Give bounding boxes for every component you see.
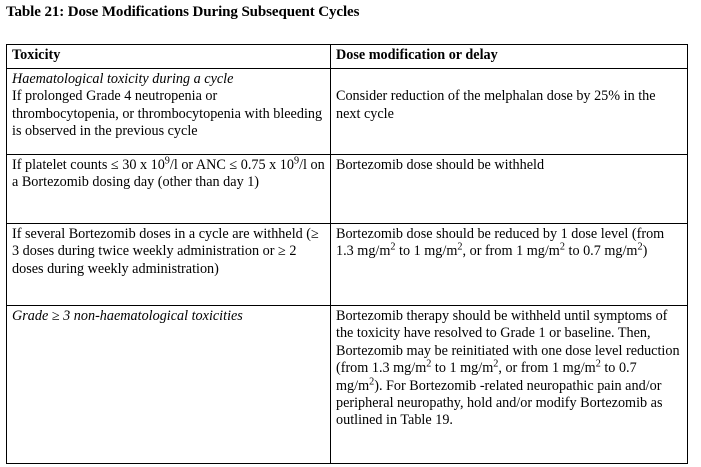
table-header-row — [7, 45, 688, 69]
superscript-two-8: 2 — [369, 375, 375, 387]
column-header-toxicity: Toxicity — [7, 45, 331, 69]
toxicity-2-text-e: /l on a Bortezomib dosing day (other than day 1) — [12, 157, 325, 191]
cell-dose-1 — [331, 69, 688, 155]
dose-2-body: Bortezomib dose should be withheld — [336, 157, 545, 173]
greater-than-equal-symbol-3: ≥ — [51, 308, 60, 324]
table-row — [7, 224, 688, 306]
dose-3-body — [336, 226, 682, 261]
toxicity-2-text-b: 30 x 10 — [118, 157, 165, 173]
toxicity-3-text-b: 3 doses during twice weekly administration or — [12, 243, 278, 260]
toxicity-2-text-a: If platelet counts — [12, 157, 111, 173]
column-header-dose-modification: Dose modification or delay — [331, 45, 688, 69]
dose-modification-table — [6, 44, 688, 464]
toxicity-2-text-c: /l or ANC — [169, 157, 226, 173]
dose-4-text-b: to 1 mg/m — [431, 360, 494, 377]
dose-3-text-a: Bortezomib dose should be reduced by 1 dose level (from 1.3 mg/m — [336, 226, 665, 260]
dose-3-text-d: to 0.7 mg/m — [564, 243, 638, 260]
cell-toxicity-1 — [7, 69, 331, 155]
toxicity-3-text-a: If several Bortezomib doses in a cycle are withheld ( — [12, 226, 312, 242]
superscript-two-5: 2 — [426, 358, 432, 370]
toxicity-3-body — [12, 226, 325, 278]
cell-dose-3 — [331, 224, 688, 306]
dose-3-text-e: ) — [642, 243, 648, 260]
less-than-equal-symbol: ≤ — [110, 157, 119, 173]
dose-3-text-b: to 1 mg/m — [395, 243, 458, 260]
toxicity-4-text-b: 3 non-haematological toxicities — [59, 308, 243, 324]
superscript-nine-2: 9 — [293, 155, 300, 167]
toxicity-2-text-d: 0.75 x 10 — [237, 157, 294, 173]
dose-4-text-e: ). For Bortezomib -related neuropathic pain and/or peripheral neuropathy, hold and/or modify Bortezomib as outlined in Table 19. — [336, 377, 663, 429]
greater-than-equal-symbol: ≥ — [311, 226, 319, 242]
cell-toxicity-4 — [7, 306, 331, 464]
greater-than-equal-symbol-2: ≥ — [277, 243, 286, 260]
toxicity-1-italic-heading: Haematological toxicity during a cycle — [12, 71, 234, 87]
toxicity-4-body — [12, 308, 325, 325]
table-row — [7, 69, 688, 155]
less-than-equal-symbol-2: ≤ — [229, 157, 238, 173]
cell-dose-2 — [331, 155, 688, 224]
dose-4-body — [336, 308, 682, 430]
superscript-nine: 9 — [164, 155, 170, 167]
table-caption: Table 21: Dose Modifications During Subsequent Cycles — [6, 4, 360, 20]
superscript-two-4: 2 — [637, 241, 643, 253]
table-row — [7, 155, 688, 224]
superscript-two-3: 2 — [559, 241, 565, 253]
superscript-two-7: 2 — [595, 358, 601, 370]
dose-4-text-c: , or from 1 mg/m — [498, 360, 596, 377]
dose-3-text-c: , or from 1 mg/m — [462, 243, 560, 260]
toxicity-4-text-a: Grade — [12, 308, 52, 324]
toxicity-1-body: If prolonged Grade 4 neutropenia or thrombocytopenia, or thrombocytopenia with bleeding is observed in the previous cycle — [12, 88, 323, 140]
cell-toxicity-2 — [7, 155, 331, 224]
blank-line-spacer — [336, 71, 682, 88]
dose-4-text-d: to 0.7 mg/m — [336, 360, 637, 394]
superscript-two-6: 2 — [493, 358, 499, 370]
table-row — [7, 306, 688, 464]
cell-dose-4 — [331, 306, 688, 464]
cell-toxicity-3 — [7, 224, 331, 306]
superscript-two: 2 — [390, 241, 396, 253]
toxicity-2-body — [12, 157, 325, 192]
dose-4-text-a: Bortezomib therapy should be withheld until symptoms of the toxicity have resolved to Grade 1 or baseline. Then, Bortezomib may be reinitiated with one dose level reduction (from 1.3 mg/m — [336, 308, 680, 377]
toxicity-3-text-c: 2 doses during weekly administration) — [12, 243, 297, 277]
dose-1-body: Consider reduction of the melphalan dose by 25% in the next cycle — [336, 88, 656, 122]
superscript-two-2: 2 — [457, 241, 463, 253]
